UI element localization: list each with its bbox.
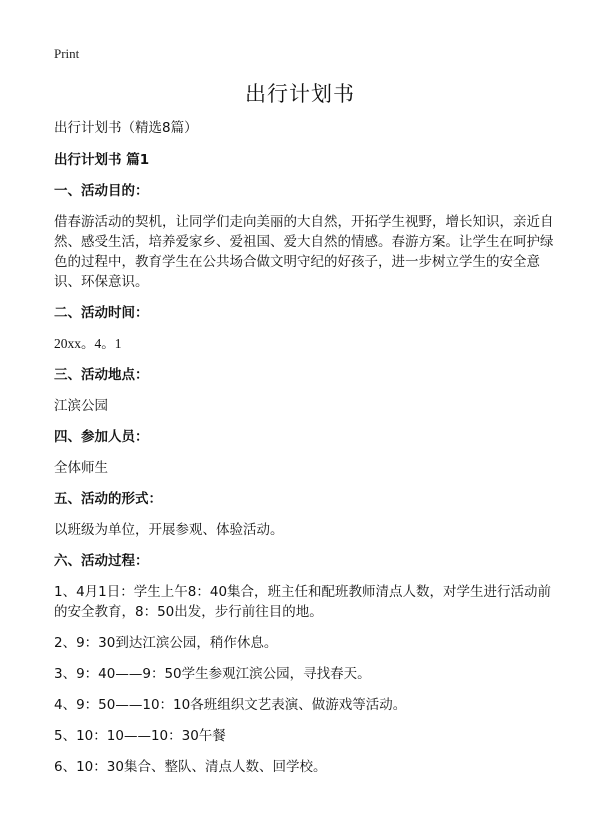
section-heading-time: 二、活动时间：: [54, 305, 149, 321]
section-text-purpose: 借春游活动的契机，让同学们走向美丽的大自然，开拓学生视野，增长知识，亲近自然、感受生活，培养爱家乡、爱祖国、爱大自然的情感。春游方案。让学生在呵护绿色的过程中，教育学生在公共场合做文明守纪的好孩子，进一步树立学生的安全意识、环保意识。: [54, 214, 554, 290]
print-link[interactable]: Print: [54, 46, 80, 61]
process-step: 4、9：50——10：10各班组织文艺表演、做游戏等活动。: [54, 697, 407, 713]
process-step: 5、10：10——10：30午餐: [54, 728, 226, 744]
section-text-location: 江滨公园: [54, 398, 108, 414]
process-step: 3、9：40——9：50学生参观江滨公园，寻找春天。: [54, 666, 371, 682]
section-text-format: 以班级为单位，开展参观、体验活动。: [54, 522, 284, 538]
process-step: 6、10：30集合、整队、清点人数、回学校。: [54, 759, 327, 775]
section-heading-participants: 四、参加人员：: [54, 429, 149, 445]
section-heading-location: 三、活动地点：: [54, 367, 149, 383]
document-subtitle: 出行计划书（精选8篇）: [54, 120, 198, 136]
article-heading: 出行计划书 篇1: [54, 152, 150, 168]
section-heading-purpose: 一、活动目的：: [54, 183, 149, 199]
section-text-participants: 全体师生: [54, 460, 108, 476]
process-step: 2、9：30到达江滨公园，稍作休息。: [54, 635, 278, 651]
section-heading-format: 五、活动的形式：: [54, 491, 162, 507]
section-text-time: 20xx。4。1: [54, 336, 122, 351]
document-body: [54, 118, 554, 788]
process-step: 1、4月1日：学生上午8：40集合，班主任和配班教师清点人数，对学生进行活动前的安全教育，8：50出发，步行前往目的地。: [54, 584, 552, 620]
page-title: 出行计划书: [245, 82, 355, 106]
section-heading-process: 六、活动过程：: [54, 553, 149, 569]
